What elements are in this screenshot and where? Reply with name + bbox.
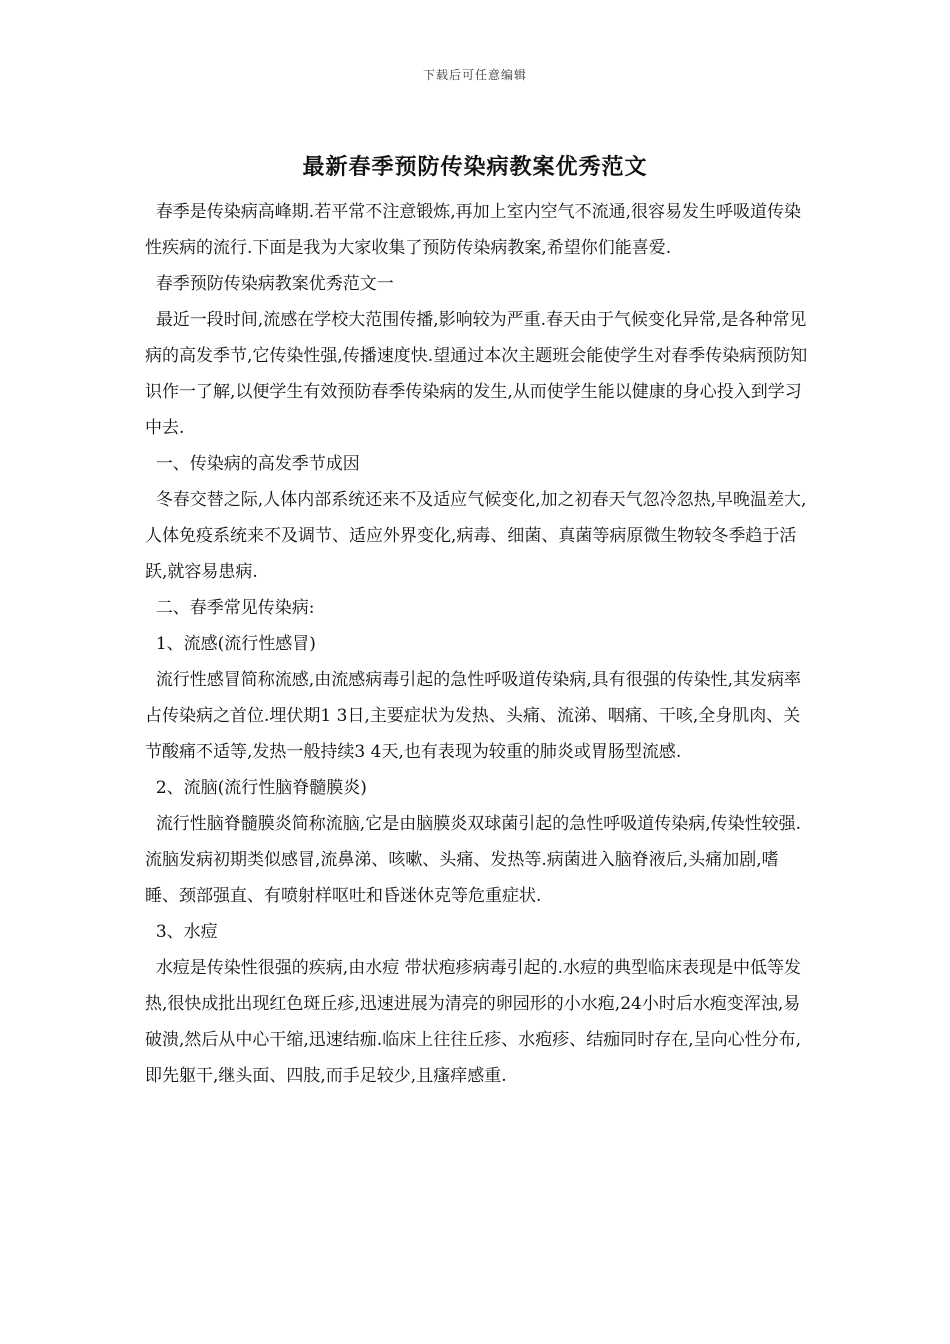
paragraph-influenza: 流行性感冒简称流感,由流感病毒引起的急性呼吸道传染病,具有很强的传染性,其发病率占传染病之首位.埋伏期1 3日,主要症状为发热、头痛、流涕、咽痛、干咳,全身肌肉、关节酸痛不适等,发热一般持续3 4天,也有表现为较重的肺炎或胃肠型流感. [145,670,802,762]
section-heading-common-diseases: 二、春季常见传染病: [145,598,315,618]
document-title: 最新春季预防传染病教案优秀范文 [302,154,648,180]
section-heading-sample-1: 春季预防传染病教案优秀范文一 [145,274,394,294]
subheading-meningitis: 2、流脑(流行性脑脊髓膜炎) [145,778,367,798]
paragraph-meningitis: 流行性脑脊髓膜炎简称流脑,它是由脑膜炎双球菌引起的急性呼吸道传染病,传染性较强.流脑发病初期类似感冒,流鼻涕、咳嗽、头痛、发热等.病菌进入脑脊液后,头痛加剧,嗜睡、颈部强直、有喷射样呕吐和昏迷休克等危重症状. [145,814,802,906]
paragraph-chickenpox: 水痘是传染性很强的疾病,由水痘 带状疱疹病毒引起的.水痘的典型临床表现是中低等发热,很快成批出现红色斑丘疹,迅速进展为清亮的卵园形的小水疱,24小时后水疱变浑浊,易破溃,然后从中心干缩,迅速结痂.临床上往往丘疹、水疱疹、结痂同时存在,呈向心性分布,即先躯干,继头面、四肢,而手足较少,且瘙痒感重. [145,958,802,1086]
paragraph-causes: 冬春交替之际,人体内部系统还来不及适应气候变化,加之初春天气忽冷忽热,早晚温差大,人体免疫系统来不及调节、适应外界变化,病毒、细菌、真菌等病原微生物较冬季趋于活跃,就容易患病. [145,490,807,582]
document-body [145,194,810,1094]
section-heading-causes: 一、传染病的高发季节成因 [145,454,360,474]
header-note: 下载后可任意编辑 [422,68,527,82]
subheading-influenza: 1、流感(流行性感冒) [145,634,316,654]
paragraph-intro: 春季是传染病高峰期.若平常不注意锻炼,再加上室内空气不流通,很容易发生呼吸道传染性疾病的流行.下面是我为大家收集了预防传染病教案,希望你们能喜爱. [145,202,802,258]
paragraph-background: 最近一段时间,流感在学校大范围传播,影响较为严重.春天由于气候变化异常,是各种常见病的高发季节,它传染性强,传播速度快.望通过本次主题班会能使学生对春季传染病预防知识作一了解,以便学生有效预防春季传染病的发生,从而使学生能以健康的身心投入到学习中去. [145,310,808,438]
subheading-chickenpox: 3、水痘 [145,922,218,942]
